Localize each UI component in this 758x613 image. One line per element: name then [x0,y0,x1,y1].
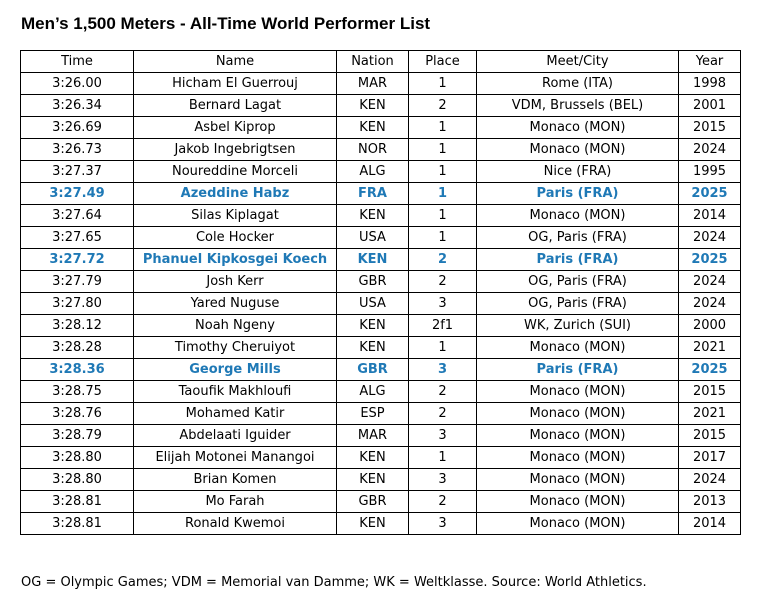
cell-name: Azeddine Habz [134,183,337,205]
cell-name: Cole Hocker [134,227,337,249]
cell-time: 3:26.69 [21,117,134,139]
cell-nation: GBR [337,359,409,381]
cell-meet-city: Monaco (MON) [477,513,679,535]
cell-meet-city: Monaco (MON) [477,381,679,403]
cell-time: 3:28.81 [21,513,134,535]
cell-time: 3:27.49 [21,183,134,205]
cell-meet-city: Monaco (MON) [477,469,679,491]
cell-time: 3:26.00 [21,73,134,95]
cell-place: 3 [409,513,477,535]
header-row [21,51,741,73]
table-row [21,139,741,161]
cell-meet-city: OG, Paris (FRA) [477,227,679,249]
cell-name: Silas Kiplagat [134,205,337,227]
table-row [21,359,741,381]
header-year: Year [679,51,741,73]
cell-place: 1 [409,117,477,139]
cell-place: 1 [409,161,477,183]
cell-nation: KEN [337,447,409,469]
cell-time: 3:27.64 [21,205,134,227]
cell-nation: USA [337,293,409,315]
cell-name: Josh Kerr [134,271,337,293]
cell-time: 3:28.12 [21,315,134,337]
cell-time: 3:26.34 [21,95,134,117]
cell-time: 3:27.79 [21,271,134,293]
cell-year: 2015 [679,117,741,139]
header-meet-city: Meet/City [477,51,679,73]
cell-time: 3:28.76 [21,403,134,425]
cell-year: 2024 [679,469,741,491]
cell-meet-city: Monaco (MON) [477,447,679,469]
table-row [21,249,741,271]
cell-place: 2 [409,249,477,271]
cell-name: Taoufik Makhloufi [134,381,337,403]
page-title: Men’s 1,500 Meters - All-Time World Performer List [21,14,431,33]
cell-meet-city: Rome (ITA) [477,73,679,95]
cell-nation: KEN [337,337,409,359]
cell-place: 3 [409,425,477,447]
cell-name: Abdelaati Iguider [134,425,337,447]
cell-year: 2025 [679,183,741,205]
cell-year: 2015 [679,381,741,403]
cell-name: Mo Farah [134,491,337,513]
table-row [21,227,741,249]
cell-time: 3:28.80 [21,447,134,469]
cell-place: 2 [409,403,477,425]
cell-place: 1 [409,183,477,205]
cell-place: 1 [409,205,477,227]
cell-nation: GBR [337,271,409,293]
table-row [21,337,741,359]
cell-time: 3:28.81 [21,491,134,513]
cell-meet-city: Monaco (MON) [477,425,679,447]
cell-name: Bernard Lagat [134,95,337,117]
table-row [21,447,741,469]
table-body [21,73,741,535]
cell-year: 2025 [679,249,741,271]
table-row [21,513,741,535]
header-place: Place [409,51,477,73]
cell-nation: USA [337,227,409,249]
cell-time: 3:27.37 [21,161,134,183]
cell-nation: MAR [337,425,409,447]
cell-year: 2001 [679,95,741,117]
cell-place: 3 [409,359,477,381]
cell-year: 2021 [679,403,741,425]
cell-meet-city: OG, Paris (FRA) [477,293,679,315]
cell-meet-city: WK, Zurich (SUI) [477,315,679,337]
cell-place: 3 [409,293,477,315]
cell-nation: MAR [337,73,409,95]
cell-year: 2000 [679,315,741,337]
cell-meet-city: Monaco (MON) [477,117,679,139]
cell-meet-city: Monaco (MON) [477,337,679,359]
cell-name: Ronald Kwemoi [134,513,337,535]
table-row [21,425,741,447]
cell-name: Jakob Ingebrigtsen [134,139,337,161]
table-row [21,161,741,183]
table-row [21,469,741,491]
header-time: Time [21,51,134,73]
cell-meet-city: Paris (FRA) [477,359,679,381]
cell-place: 2 [409,95,477,117]
cell-year: 2024 [679,293,741,315]
cell-time: 3:27.65 [21,227,134,249]
cell-name: Phanuel Kipkosgei Koech [134,249,337,271]
cell-name: Asbel Kiprop [134,117,337,139]
cell-time: 3:28.80 [21,469,134,491]
table-row [21,117,741,139]
cell-meet-city: Monaco (MON) [477,491,679,513]
cell-place: 1 [409,337,477,359]
cell-place: 1 [409,227,477,249]
cell-meet-city: Nice (FRA) [477,161,679,183]
cell-year: 2021 [679,337,741,359]
footnote: OG = Olympic Games; VDM = Memorial van Damme; WK = Weltklasse. Source: World Athletics. [21,575,647,590]
cell-year: 1995 [679,161,741,183]
header-name: Name [134,51,337,73]
cell-meet-city: Monaco (MON) [477,139,679,161]
cell-nation: KEN [337,117,409,139]
cell-time: 3:27.72 [21,249,134,271]
cell-year: 2013 [679,491,741,513]
cell-place: 2 [409,491,477,513]
table-row [21,491,741,513]
cell-nation: NOR [337,139,409,161]
cell-name: Elijah Motonei Manangoi [134,447,337,469]
cell-time: 3:28.75 [21,381,134,403]
cell-place: 2 [409,381,477,403]
table-row [21,205,741,227]
table-row [21,73,741,95]
cell-nation: GBR [337,491,409,513]
cell-name: Brian Komen [134,469,337,491]
cell-year: 2024 [679,271,741,293]
cell-name: Yared Nuguse [134,293,337,315]
table-row [21,271,741,293]
cell-nation: FRA [337,183,409,205]
cell-name: Noah Ngeny [134,315,337,337]
cell-meet-city: Paris (FRA) [477,249,679,271]
table-row [21,381,741,403]
cell-nation: KEN [337,513,409,535]
cell-nation: KEN [337,249,409,271]
cell-year: 2024 [679,227,741,249]
cell-year: 2014 [679,513,741,535]
cell-name: Noureddine Morceli [134,161,337,183]
cell-year: 1998 [679,73,741,95]
cell-place: 3 [409,469,477,491]
cell-place: 1 [409,73,477,95]
cell-year: 2025 [679,359,741,381]
cell-meet-city: Monaco (MON) [477,205,679,227]
cell-nation: ESP [337,403,409,425]
cell-year: 2024 [679,139,741,161]
cell-meet-city: Monaco (MON) [477,403,679,425]
cell-year: 2015 [679,425,741,447]
cell-nation: KEN [337,469,409,491]
cell-nation: ALG [337,381,409,403]
cell-nation: KEN [337,95,409,117]
cell-time: 3:28.79 [21,425,134,447]
cell-place: 2 [409,271,477,293]
cell-name: Timothy Cheruiyot [134,337,337,359]
cell-place: 1 [409,447,477,469]
cell-nation: ALG [337,161,409,183]
cell-meet-city: Paris (FRA) [477,183,679,205]
cell-time: 3:28.36 [21,359,134,381]
cell-time: 3:28.28 [21,337,134,359]
cell-year: 2014 [679,205,741,227]
cell-meet-city: OG, Paris (FRA) [477,271,679,293]
cell-name: Mohamed Katir [134,403,337,425]
table-row [21,183,741,205]
cell-meet-city: VDM, Brussels (BEL) [477,95,679,117]
cell-time: 3:27.80 [21,293,134,315]
cell-year: 2017 [679,447,741,469]
header-nation: Nation [337,51,409,73]
cell-name: Hicham El Guerrouj [134,73,337,95]
cell-place: 1 [409,139,477,161]
table-row [21,315,741,337]
cell-name: George Mills [134,359,337,381]
cell-nation: KEN [337,205,409,227]
performer-table [20,50,741,535]
cell-nation: KEN [337,315,409,337]
table-row [21,403,741,425]
table-row [21,293,741,315]
cell-place: 2f1 [409,315,477,337]
table-row [21,95,741,117]
cell-time: 3:26.73 [21,139,134,161]
